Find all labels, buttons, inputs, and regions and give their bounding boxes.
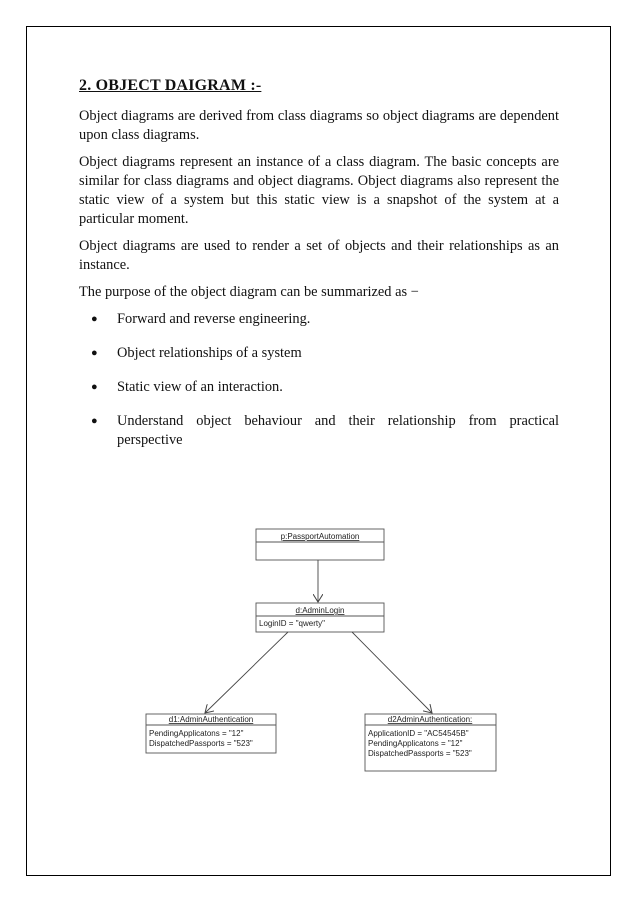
bullet-icon: ● [91,381,98,393]
auth1-attr-1: PendingApplicatons = "12" [149,729,244,738]
list-item: ● Static view of an interaction. [91,379,283,395]
auth1-title: d1:AdminAuthentication [168,715,254,724]
admin-login-title: d:AdminLogin [295,606,345,615]
paragraph-2: Object diagrams represent an instance of a class diagram. The basic concepts are similar for class diagrams and object diagrams. Object diagrams also represent the static view of a system but this static view is a snapshot of the system at a particular moment. [79,154,559,227]
passport-automation-title: p:PassportAutomation [280,532,360,541]
admin-authentication-1-object [146,714,276,753]
list-item: ● Object relationships of a system [91,345,302,361]
paragraph-1: Object diagrams are derived from class diagrams so object diagrams are dependent upon class diagrams. [79,108,559,143]
bullet-icon: ● [91,415,98,427]
passport-automation-object [256,529,384,560]
list-item: ● Understand object behaviour and their relationship from practical perspective [91,413,559,448]
auth2-title: d2AdminAuthentication: [387,715,473,724]
admin-login-attr: LoginID = "qwerty" [259,619,325,628]
admin-authentication-2-object [365,714,496,771]
paragraph-3: Object diagrams are used to render a set of objects and their relationships as an instance. [79,238,559,273]
admin-login-object [256,603,384,632]
auth2-attr-3: DispatchedPassports = "523" [368,749,472,758]
bullet-icon: ● [91,347,98,359]
auth2-attr-2: PendingApplicatons = "12" [368,739,463,748]
link-login-to-auth2 [352,632,432,713]
link-login-to-auth1 [205,632,288,713]
auth1-attr-2: DispatchedPassports = "523" [149,739,253,748]
list-item: ● Forward and reverse engineering. [91,311,311,327]
section-heading: 2. OBJECT DAIGRAM :- [79,77,262,94]
paragraph-4: The purpose of the object diagram can be summarized as − [79,284,419,300]
auth2-attr-1: ApplicationID = "AC54545B" [368,729,469,738]
bullet-icon: ● [91,313,98,325]
